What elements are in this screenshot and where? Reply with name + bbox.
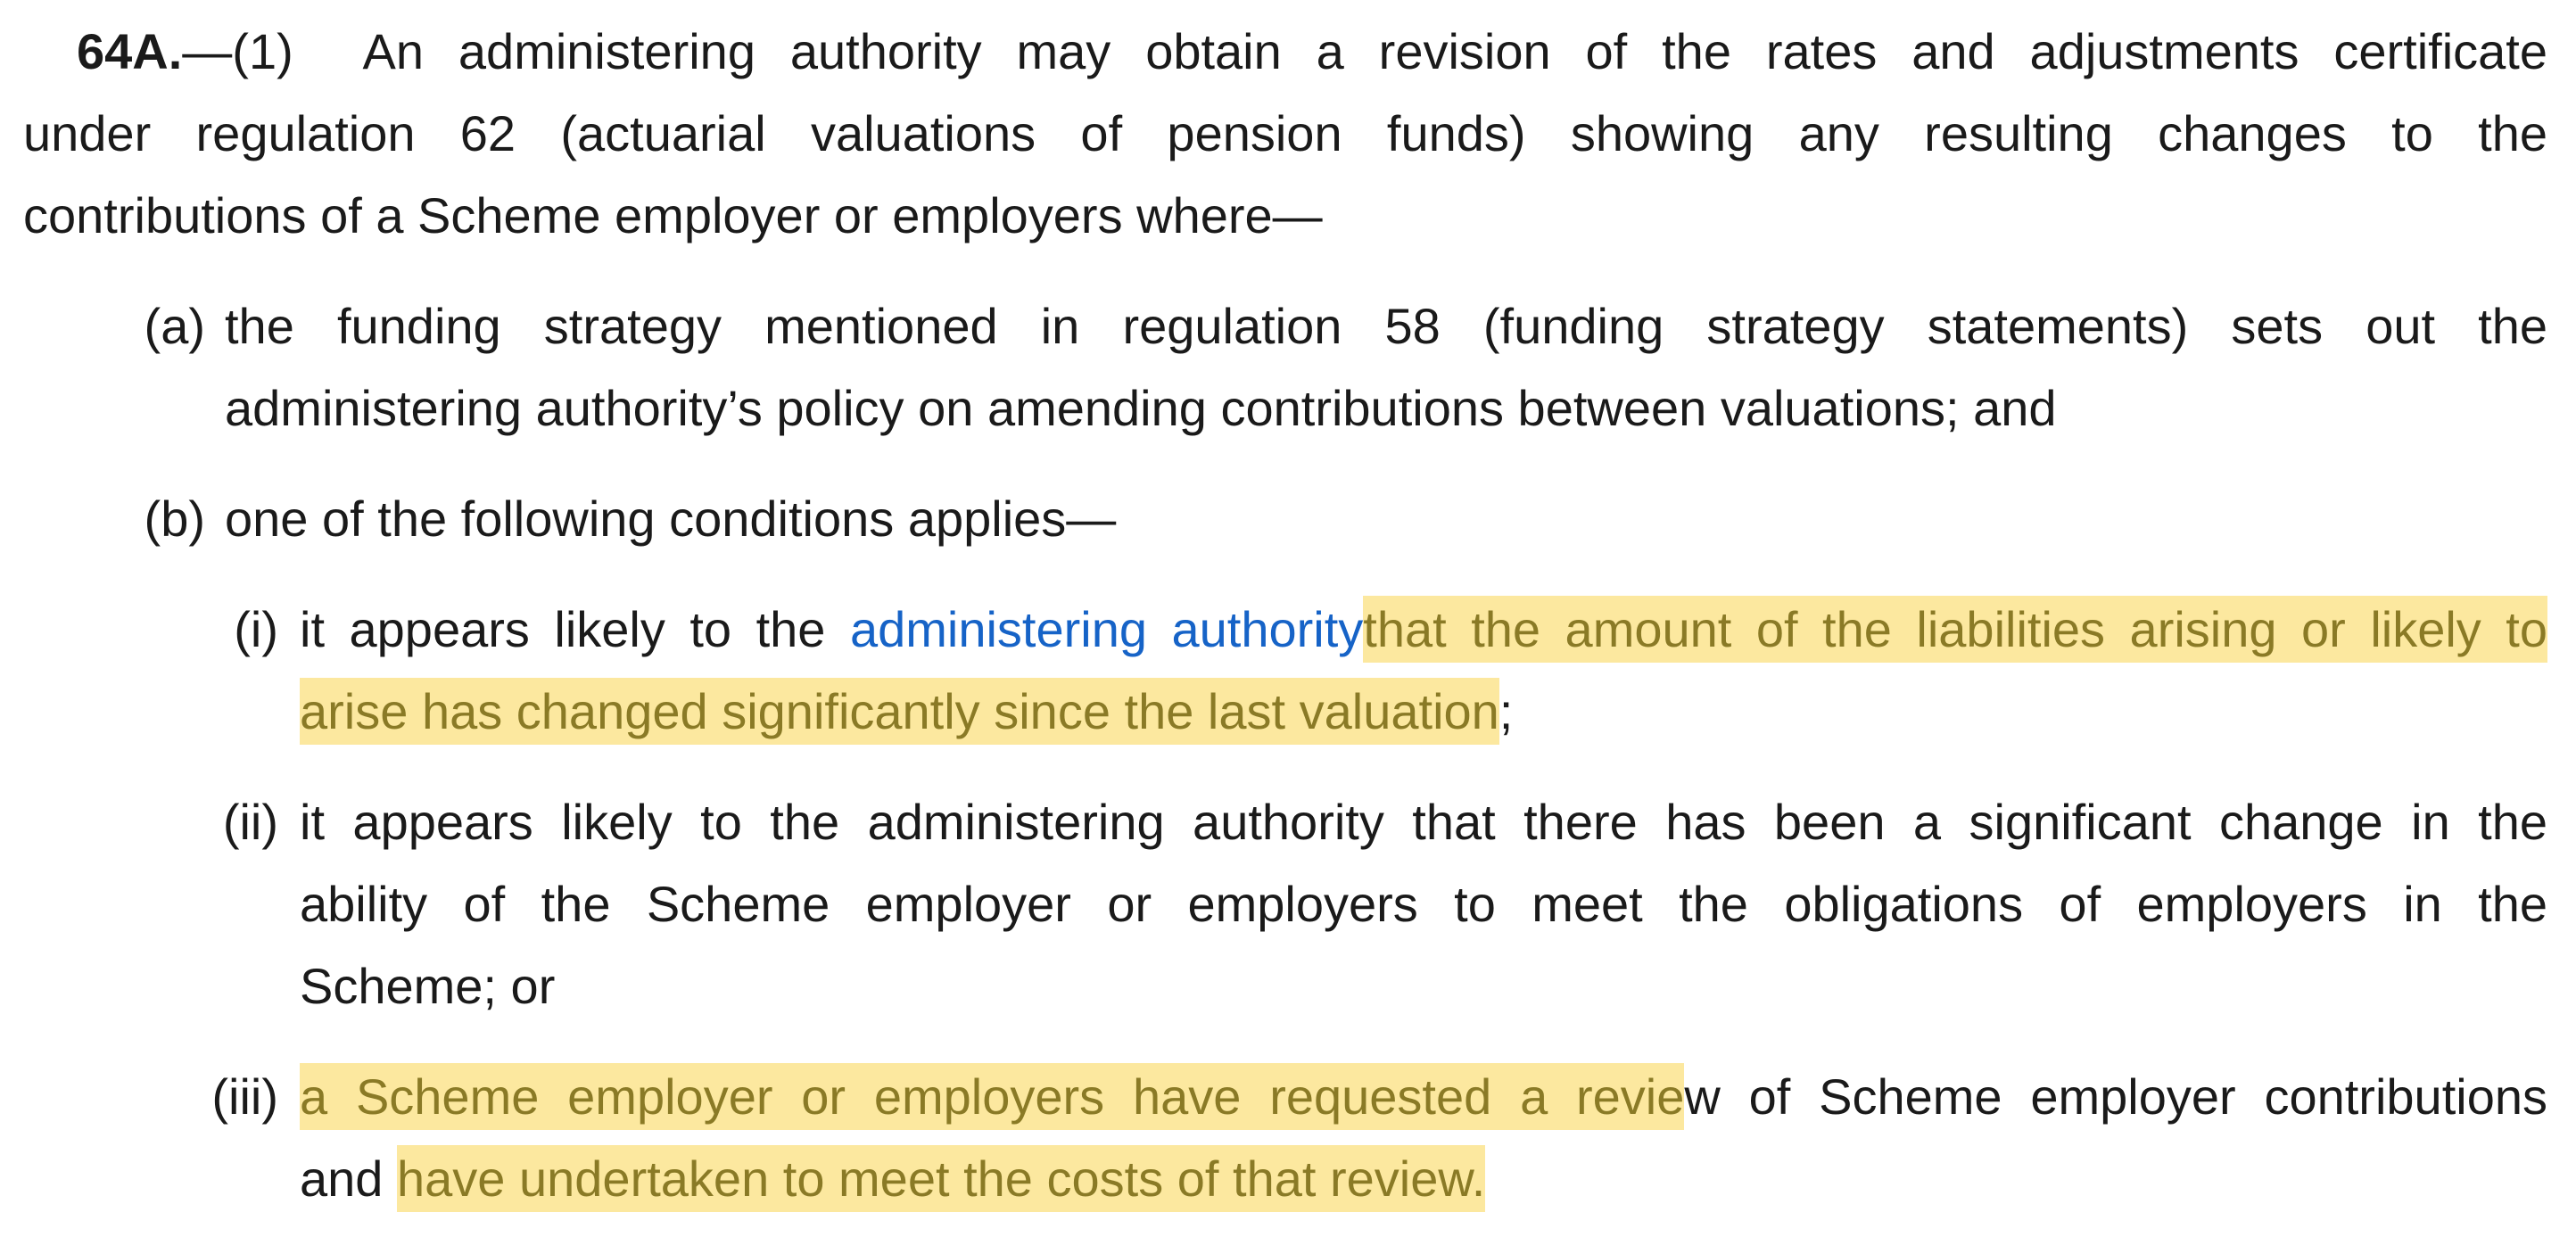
administering-authority-link[interactable]: administering authority (849, 601, 1364, 657)
item-iii-line-1-rest: w of Scheme employer contributions (1684, 1068, 2547, 1125)
item-ii-line-2: ability of the Scheme employer or employers to meet the obligations of employers in the (300, 876, 2547, 932)
paragraph-a-line-1: the funding strategy mentioned in regulation 58 (funding strategy statements) sets out the (225, 298, 2547, 354)
item-i-prefix: it appears likely to the (300, 601, 850, 657)
item-i-suffix: ; (1499, 683, 1514, 739)
item-i-label: (i) (234, 601, 278, 657)
subsection-marker: —(1) (182, 23, 293, 79)
item-iii-line-2-prefix: and (300, 1150, 397, 1207)
section-intro-line-3: contributions of a Scheme employer or employers where— (23, 187, 1323, 243)
item-i-line-2 (300, 671, 1513, 753)
section-intro-text-1: An administering authority may obtain a revision of the rates and adjustments certificate (362, 23, 2548, 79)
item-iii-line-2 (300, 1138, 1485, 1220)
paragraph-a-line-2: administering authority’s policy on amending contributions between valuations; and (225, 380, 2057, 436)
item-iii-label: (iii) (211, 1068, 278, 1125)
item-iii-highlight-1: a Scheme employer or employers have requested a revie (300, 1063, 1684, 1130)
section-intro-line-2: under regulation 62 (actuarial valuations of pension funds) showing any resulting changes to the (23, 105, 2547, 161)
section-intro-line-1 (77, 11, 2547, 93)
paragraph-a-label: (a) (144, 298, 205, 354)
paragraph-b-label: (b) (144, 491, 205, 547)
item-ii-line-3: Scheme; or (300, 958, 556, 1014)
section-number: 64A. (77, 23, 183, 79)
item-iii-highlight-2: have undertaken to meet the costs of that review. (397, 1145, 1485, 1212)
paragraph-b-line-1: one of the following conditions applies— (225, 491, 1117, 547)
item-ii-label: (ii) (222, 794, 278, 850)
item-i-line-1 (300, 589, 2547, 671)
item-iii-line-1 (300, 1056, 2547, 1138)
item-i-highlight-1: that the amount of the liabilities arising or likely to (1363, 596, 2547, 663)
item-ii-line-1: it appears likely to the administering authority that there has been a significant change in the (300, 794, 2547, 850)
item-i-highlight-2: arise has changed significantly since the last valuation (300, 678, 1499, 745)
